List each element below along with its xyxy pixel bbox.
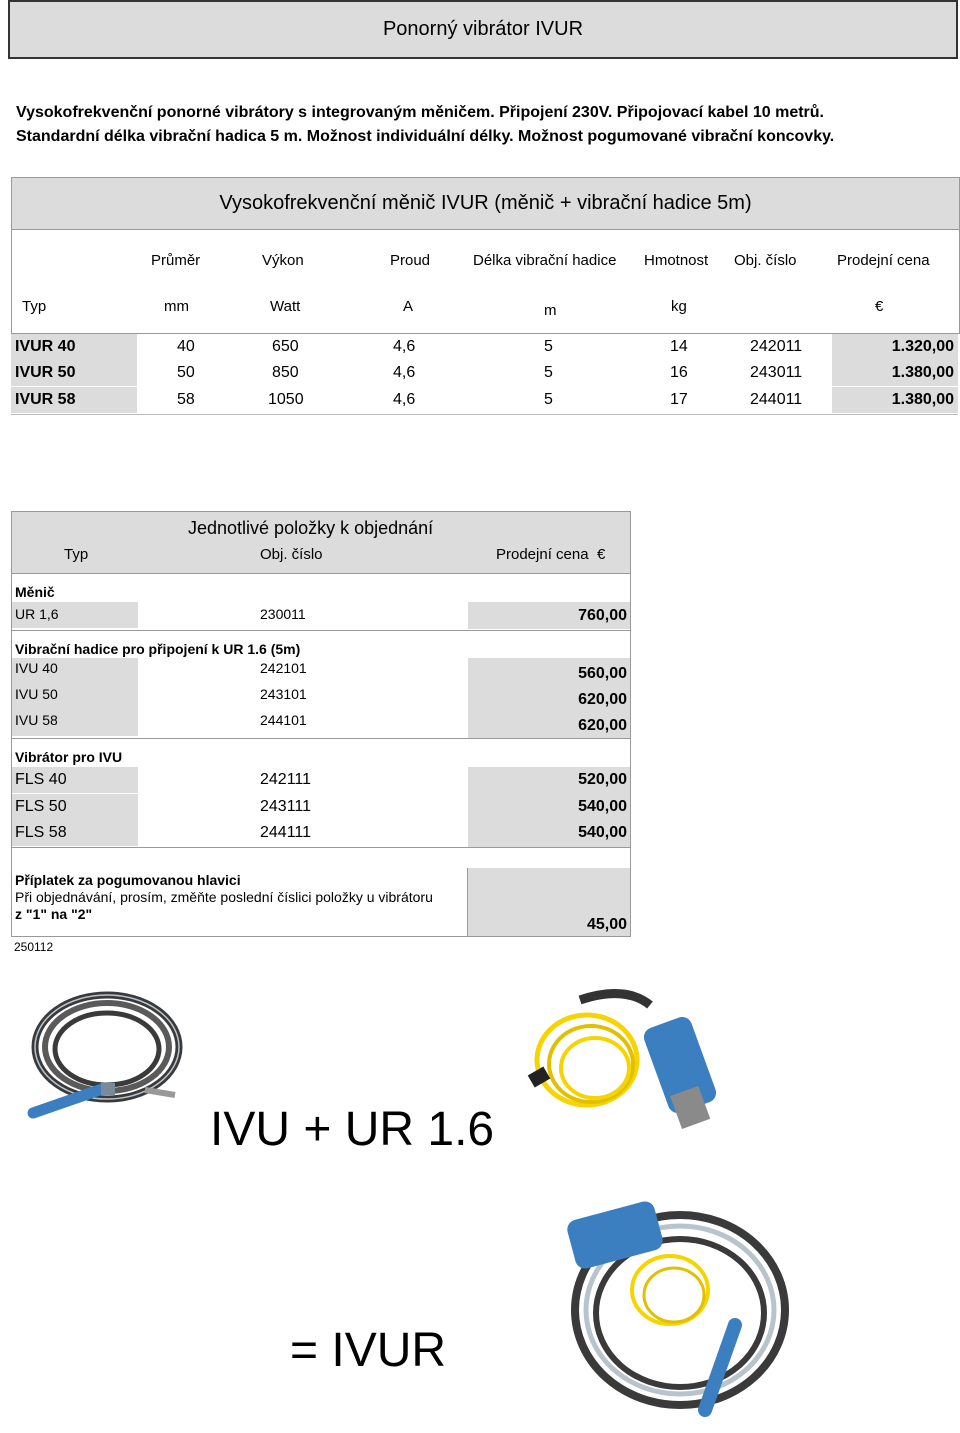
section-hadice [12, 631, 630, 739]
unit-typ: Typ [22, 298, 47, 315]
intro-line-1: Vysokofrekvenční ponorné vibrátory s integrovaným měničem. Připojení 230V. Připojovací kabel 10 metrů. [16, 104, 824, 121]
col-prumer: Průměr [151, 252, 201, 269]
row-kg: 16 [670, 364, 688, 381]
row-obj: 244011 [750, 391, 803, 408]
order-table-header [12, 512, 630, 574]
row-price: 1.380,00 [832, 387, 958, 413]
order-col-obj: Obj. číslo [260, 546, 323, 563]
order-title: Jednotlivé položky k objednání [188, 518, 434, 538]
item-typ: FLS 50 [12, 794, 138, 820]
item-price: 520,00 [578, 771, 627, 788]
item-obj: 242101 [260, 660, 307, 676]
table-row [11, 360, 958, 386]
row-mm: 40 [177, 338, 195, 355]
unit-m: m [544, 302, 557, 319]
order-table [11, 511, 631, 937]
combo-caption: IVU + UR 1.6 [210, 1103, 495, 1156]
unit-currency: € [875, 298, 884, 315]
main-table-columns [11, 229, 960, 334]
section-menic [12, 574, 630, 631]
unit-kg: kg [671, 298, 687, 315]
list-item [12, 767, 630, 793]
list-item [12, 710, 630, 736]
section-title: Vibrátor pro IVU [15, 749, 123, 765]
item-price: 620,00 [578, 717, 627, 734]
row-mm: 58 [177, 391, 195, 408]
list-item [12, 794, 630, 820]
item-typ: IVU 50 [12, 684, 138, 710]
row-watt: 1050 [268, 391, 304, 408]
row-price: 1.320,00 [832, 334, 958, 360]
row-obj: 242011 [750, 338, 803, 355]
order-col-price: Prodejní cena [496, 546, 589, 563]
main-table-body [11, 334, 958, 415]
row-obj: 243011 [750, 364, 803, 381]
section-title: Vibrační hadice pro připojení k UR 1.6 (5m) [15, 641, 301, 657]
item-obj: 242111 [260, 771, 312, 788]
surcharge-price: 45,00 [586, 916, 627, 933]
item-obj: 243111 [260, 798, 312, 815]
list-item [12, 658, 630, 684]
ivur-image [530, 1195, 795, 1425]
item-typ: IVU 40 [12, 658, 138, 684]
table-row [11, 387, 958, 413]
row-typ: IVUR 40 [11, 334, 137, 360]
unit-a: A [403, 298, 414, 315]
col-obj: Obj. číslo [734, 252, 797, 269]
item-obj: 243101 [260, 686, 307, 702]
section-title: Příplatek za pogumovanou hlavici [15, 872, 241, 888]
surcharge-note-2: z "1" na "2" [15, 906, 93, 922]
row-kg: 17 [670, 391, 688, 408]
page-title: Ponorný vibrátor IVUR [8, 0, 958, 59]
row-watt: 650 [272, 338, 299, 355]
row-watt: 850 [272, 364, 299, 381]
col-hmotnost: Hmotnost [644, 252, 709, 269]
row-price: 1.380,00 [832, 360, 958, 386]
list-item [12, 602, 630, 628]
col-delka: Délka vibrační hadice [473, 252, 617, 269]
row-typ: IVUR 50 [11, 360, 137, 386]
row-mm: 50 [177, 364, 195, 381]
item-price: 760,00 [578, 607, 627, 624]
surcharge-note-1: Při objednávání, prosím, změňte poslední číslici položky u vibrátoru [15, 889, 433, 905]
result-caption: = IVUR [290, 1324, 447, 1377]
row-a: 4,6 [393, 391, 416, 408]
row-a: 4,6 [393, 338, 416, 355]
surcharge-code: 250112 [14, 940, 54, 954]
converter-image [525, 980, 725, 1140]
section-priplatek [12, 848, 630, 936]
item-typ: FLS 40 [12, 767, 138, 793]
col-proud: Proud [390, 252, 431, 269]
row-m: 5 [544, 391, 553, 408]
item-typ: FLS 58 [12, 820, 138, 846]
section-vibrator [12, 739, 630, 848]
intro-line-2: Standardní délka vibrační hadica 5 m. Možnost individuální délky. Možnost pogumované vibrační koncovky. [16, 128, 835, 145]
row-m: 5 [544, 364, 553, 381]
item-obj: 244111 [260, 824, 312, 841]
item-obj: 230011 [260, 606, 306, 622]
item-obj: 244101 [260, 712, 307, 728]
order-col-typ: Typ [64, 546, 89, 563]
item-price: 620,00 [578, 691, 627, 708]
row-typ: IVUR 58 [11, 387, 137, 413]
col-vykon: Výkon [262, 252, 304, 269]
list-item [12, 820, 630, 846]
unit-mm: mm [164, 298, 189, 315]
table-row [11, 334, 958, 360]
hose-image [25, 985, 185, 1130]
item-typ: IVU 58 [12, 710, 138, 736]
row-kg: 14 [670, 338, 688, 355]
unit-watt: Watt [270, 298, 301, 315]
item-price: 540,00 [578, 798, 627, 815]
list-item [12, 684, 630, 710]
item-price: 540,00 [578, 824, 627, 841]
order-col-currency: € [597, 546, 606, 563]
row-a: 4,6 [393, 364, 416, 381]
section-title: Měnič [15, 584, 55, 600]
main-table-header: Vysokofrekvenční měnič IVUR (měnič + vibrační hadice 5m) [11, 177, 960, 230]
col-price: Prodejní cena [837, 252, 930, 269]
row-m: 5 [544, 338, 553, 355]
item-typ: UR 1,6 [12, 602, 138, 628]
item-price: 560,00 [578, 665, 627, 682]
